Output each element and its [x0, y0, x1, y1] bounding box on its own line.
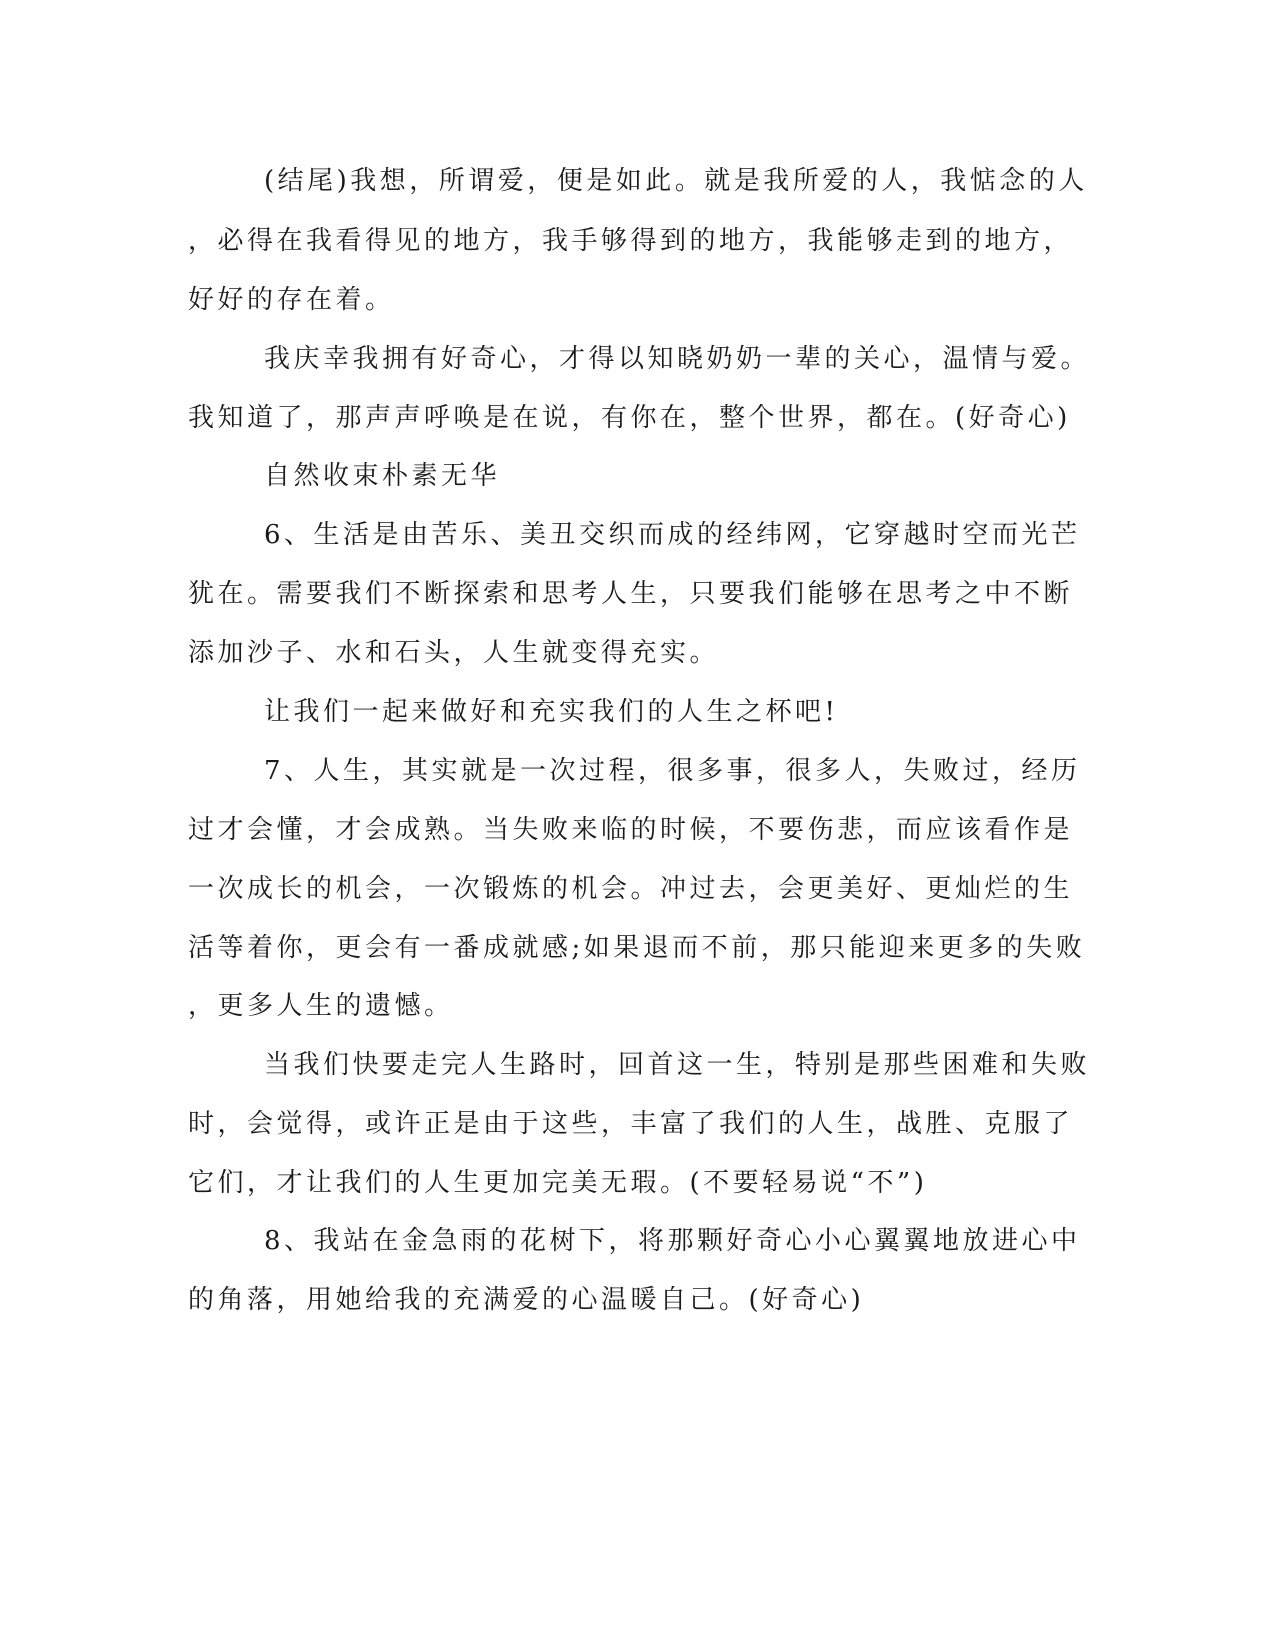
text-line: 7、人生，其实就是一次过程，很多事，很多人，失败过，经历 — [264, 756, 1081, 786]
text-line: 让我们一起来做好和充实我们的人生之杯吧! — [264, 697, 839, 727]
text-line: 它们，才让我们的人生更加完美无瑕。(不要轻易说“不”) — [188, 1168, 928, 1198]
text-line: (结尾)我想，所谓爱，便是如此。就是我所爱的人，我惦念的人 — [264, 166, 1088, 196]
text-line: 我庆幸我拥有好奇心，才得以知晓奶奶一辈的关心，温情与爱。 — [264, 344, 1091, 374]
text-line: 时，会觉得，或许正是由于这些，丰富了我们的人生，战胜、克服了 — [188, 1109, 1074, 1139]
text-line: 活等着你，更会有一番成就感;如果退而不前，那只能迎来更多的失败 — [188, 933, 1086, 963]
text-line: ，更多人生的遗憾。 — [188, 991, 454, 1021]
text-line: 的角落，用她给我的充满爱的心温暖自己。(好奇心) — [188, 1285, 865, 1315]
text-line: 犹在。需要我们不断探索和思考人生，只要我们能够在思考之中不断 — [188, 579, 1074, 609]
text-line: 一次成长的机会，一次锻炼的机会。冲过去，会更美好、更灿烂的生 — [188, 874, 1074, 904]
text-line: 当我们快要走完人生路时，回首这一生，特别是那些困难和失败 — [264, 1050, 1091, 1080]
text-line: 8、我站在金急雨的花树下，将那颗好奇心小心翼翼地放进心中 — [264, 1226, 1081, 1256]
text-line: 6、生活是由苦乐、美丑交织而成的经纬网，它穿越时空而光芒 — [264, 520, 1081, 550]
text-line: 自然收束朴素无华 — [264, 461, 501, 491]
text-line: 好好的存在着。 — [188, 285, 395, 315]
text-line: 我知道了，那声声呼唤是在说，有你在，整个世界，都在。(好奇心) — [188, 403, 1071, 433]
text-line: 过才会懂，才会成熟。当失败来临的时候，不要伤悲，而应该看作是 — [188, 815, 1074, 845]
text-line: ，必得在我看得见的地方，我手够得到的地方，我能够走到的地方， — [188, 226, 1074, 256]
text-line: 添加沙子、水和石头，人生就变得充实。 — [188, 638, 720, 668]
